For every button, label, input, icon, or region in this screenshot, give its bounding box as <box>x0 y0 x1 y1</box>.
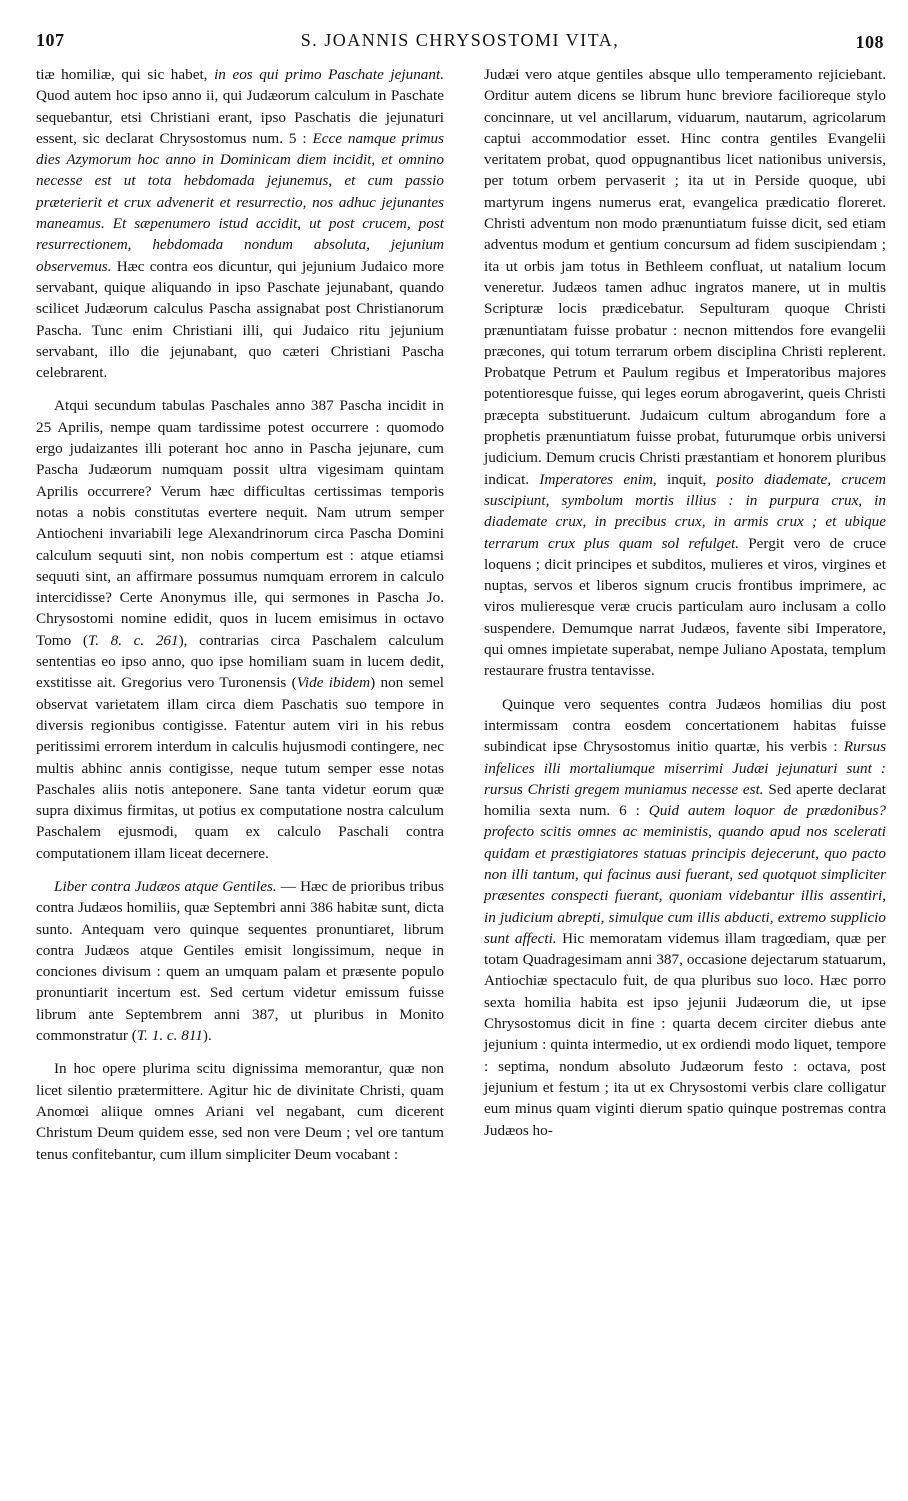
text-run: Pergit vero de cruce loquens ; dicit principes et subditos, mulieres et viros, virgines et nuptas, servos et liberos signum crucis frontibus imprimere, ac viros mulieresque veræ crucis particulam auro inclusam a collo suspendere. Demumque narrat Judæos, favente sibi Imperatore, qui omnes impietate superabat, nempe Juliano Apostata, templum restaurare frustra tentavisse. <box>484 534 886 680</box>
running-title: S. JOANNIS CHRYSOSTOMI VITA, <box>300 30 620 50</box>
italic-quote: Imperatores enim, <box>539 470 657 488</box>
paragraph <box>36 876 444 1046</box>
text-run: ), contrarias circa Paschalem calculum sententias eo ipso anno, quo ipse homiliam suam in lucem dedit, exstitisse ait. Gregorius vero Turonensis ( <box>36 631 444 692</box>
italic-quote: Ecce namque primus dies Azymorum hoc anno in Dominicam diem incidit, et omnino necesse est ut tota hebdomada jejunemus, et cum passio præterierit et crux advenerit et resurrectio, nos adhuc jejunantes maneamus. Et sæpenumero istud accidit, ut post crucem, post resurrectionem, hebdomada nondum absoluta, jejunium observemus. <box>36 129 445 275</box>
text-run: inquit, <box>656 470 717 488</box>
page-number-left: 107 <box>36 30 65 50</box>
citation: Vide ibidem <box>296 674 371 692</box>
text-run: tiæ homiliæ, qui sic habet, <box>36 66 215 83</box>
page-number-right: 108 <box>855 32 884 52</box>
italic-quote: in eos qui primo Paschate jejunant. <box>214 66 444 83</box>
text-run: ). <box>202 1027 212 1045</box>
italic-quote: Rursus infelices illi mortaliumque miserrimi Judæi jejunaturi sunt : rursus Christi gregem muniamus necesse est. <box>484 738 886 798</box>
text-run: Sed aperte declarat homilia sexta num. 6 : <box>484 780 886 820</box>
text-run: — Hæc de prioribus tribus contra Judæos homiliis, quæ Septembri anni 386 habitæ sunt, dicta sunto. Antequam vero quinque sequentes pronuntiaret, librum contra Judæos atque Gentiles emisit longissimum, neque in conciones divisum : quem an umquam palam et præsente populo pronuntiarit incertum est. Sed certum videtur emissum fuisse librum ante Septembrem anni 387, ut pluribus in Monito commonstratur ( <box>36 877 444 1045</box>
text-run: Judæi vero atque gentiles absque ullo temperamento rejiciebant. Orditur autem dicens se librum hunc breviore facilioreque stylo concinnare, ut vel ancillarum, viduarum, nautarum, agricolarum captui accommodatior esset. Hinc contra gentiles Evangelii veritatem probat, quod oppugnantibus licet nationibus universis, per totum orbem pervaserit ; ita ut in Perside quoque, ubi martyrum ingens numerus erat, evangelica prædicatio floreret. Christi adventum non modo prænuntiatum fuisse dicit, sed etiam adventus modum et gentium concursum ad fidem suscipiendam ; ita ut orbis jam totus in Bethleem confluat, ut natalium locum veneretur. Judæos tamen adhuc ingratos manere, ut in multis Scripturæ locis prædicebatur. Sepulturam quoque Christi prænuntiatam fuisse probatur : necnon mittendos fore evangelii præcones, qui totum terrarum orbem disciplina Christi replerent. Probatque Petrum et Paulum regibus et Imperatoribus majores potentioresque fuisse, qui leges eorum abrogaverint, queis Christi præcepta substituerunt. Judaicum cultum abrogandum fore a prophetis prænuntiatum fuisse probat, futurumque orbis universi judicium. Demum crucis Christi præstantiam et honorem pluribus indicat. <box>484 66 886 488</box>
text-run: Hæc contra eos dicuntur, qui jejunium Judaico more servabant, quique aliquando in ipso Paschate jejunabant, quando scilicet Judæorum calculus Pascha assignabat post Christianorum Pascha. Tunc enim Christiani illi, qui Judaico ritu jejunium servabant, illo die jejunabant, quo cæteri Christiani Pascha celebrarent. <box>36 257 444 382</box>
section-title: Liber contra Judæos atque Gentiles. <box>54 877 277 895</box>
text-run: Atqui secundum tabulas Paschales anno 387 Pascha incidit in 25 Aprilis, nempe quam tardissime potest occurrere : quomodo ergo judaizantes illi poterant hoc anno in Pascha jejunare, cum Pascha Judæorum numquam possit ultra vigesimam quintam Aprilis occurrere? Verum hæc difficultas certissimas temporis notas a nobis constitutas evertere nequit. Nam utrum semper Antiocheni invariabili lege Alexandrinorum circa Pascha Domini calculum sequuti sint, non nobis compertum est : atque etiamsi sequuti sint, an affirmare possumus numquam errorem in calculo intercidisse? Certe Anonymus ille, qui sermones in Pascha Jo. Chrysostomi nomine edidit, quos in lucem emisimus in octavo Tomo ( <box>36 397 444 649</box>
italic-quote: posito diademate, crucem suscipiunt, symbolum mortis illius : in purpura crux, in diademate crux, in precibus crux, in armis crux ; et ubique terrarum crux plus quam sol refulget. <box>484 470 887 552</box>
running-header <box>36 30 884 56</box>
citation: T. 8. c. 261 <box>87 631 179 649</box>
text-run: Hic memoratam videmus illam tragœdiam, quæ per totam Quadragesimam anni 387, occasione dejectarum statuarum, Antiochiæ spectaculo fuit, de qua pluribus suo loco. Hæc porro sexta homilia habita est ipso jejunii Judæorum die, ut ipse Chrysostomus dicit in fine : quarta decem circiter diebus ante jejunium : quinta intermedio, ut ex ordiendi modo liquet, tempore : septima, nondum absoluto Judæorum festo : octava, post jejunium et festum ; ita ut ex Chrysostomi verbis clare colligatur eum minus quam viginti dierum spatio quinque postremas contra Judæos ho- <box>484 929 886 1139</box>
left-column <box>36 64 444 1165</box>
paragraph <box>36 395 444 864</box>
right-column <box>484 64 886 1141</box>
paragraph <box>484 694 886 1141</box>
paragraph <box>484 64 886 682</box>
paragraph <box>36 64 444 383</box>
citation: T. 1. c. 811 <box>136 1027 203 1045</box>
text-run: Quinque vero sequentes contra Judæos homilias diu post intermissam contra eosdem concertationem habitas fuisse subindicat ipse Chrysostomus initio quartæ, his verbis : <box>484 695 886 756</box>
paragraph: In hoc opere plurima scitu dignissima memorantur, quæ non licet silentio prætermittere. Agitur hic de divinitate Christi, quam Anomœi aliique omnes Ariani vel negabant, cum dicerent Christum Deum quidem esse, sed non vere Deum ; vel ore tantum tenus confitebantur, cum illum simpliciter Deum vocabant : <box>36 1060 444 1163</box>
text-run: Quod autem hoc ipso anno ii, qui Judæorum calculum in Paschate sequebantur, etsi Christiani erant, ipso Paschatis die jejunaturi essent, sic declarat Chrysostomus num. 5 : <box>36 87 444 147</box>
italic-quote: Quid autem loquor de prædonibus? profecto scitis omnes ac meministis, quando apud nos scelerati quidam et præstigiatores statuas principis dejecerunt, quo pacto non illi tantum, qui facinus ausi fuerant, sed quotquot simpliciter præsentes conspecti fuerant, quoniam videbantur illis assentiri, in judicium abrepti, simulque cum illis abducti, extremo supplicio sunt affecti. <box>484 802 886 947</box>
text-run: ) non semel observat varietatem illam circa diem Paschatis suo tempore in diversis regionibus contigisse. Fatentur autem viri in his rebus peritissimi errorem interdum in calculis hujusmodi contingere, nec multis abhinc annis contigisse, neque tutum semper esse notas Paschales aliis notis anteponere. Sane tanta videtur eorum quæ supra diximus firmitas, ut potius ex computatione nostra calculum Paschalem ejusmodi, quam ex calculo Paschali contra computationem illam liceat decernere. <box>36 674 444 862</box>
